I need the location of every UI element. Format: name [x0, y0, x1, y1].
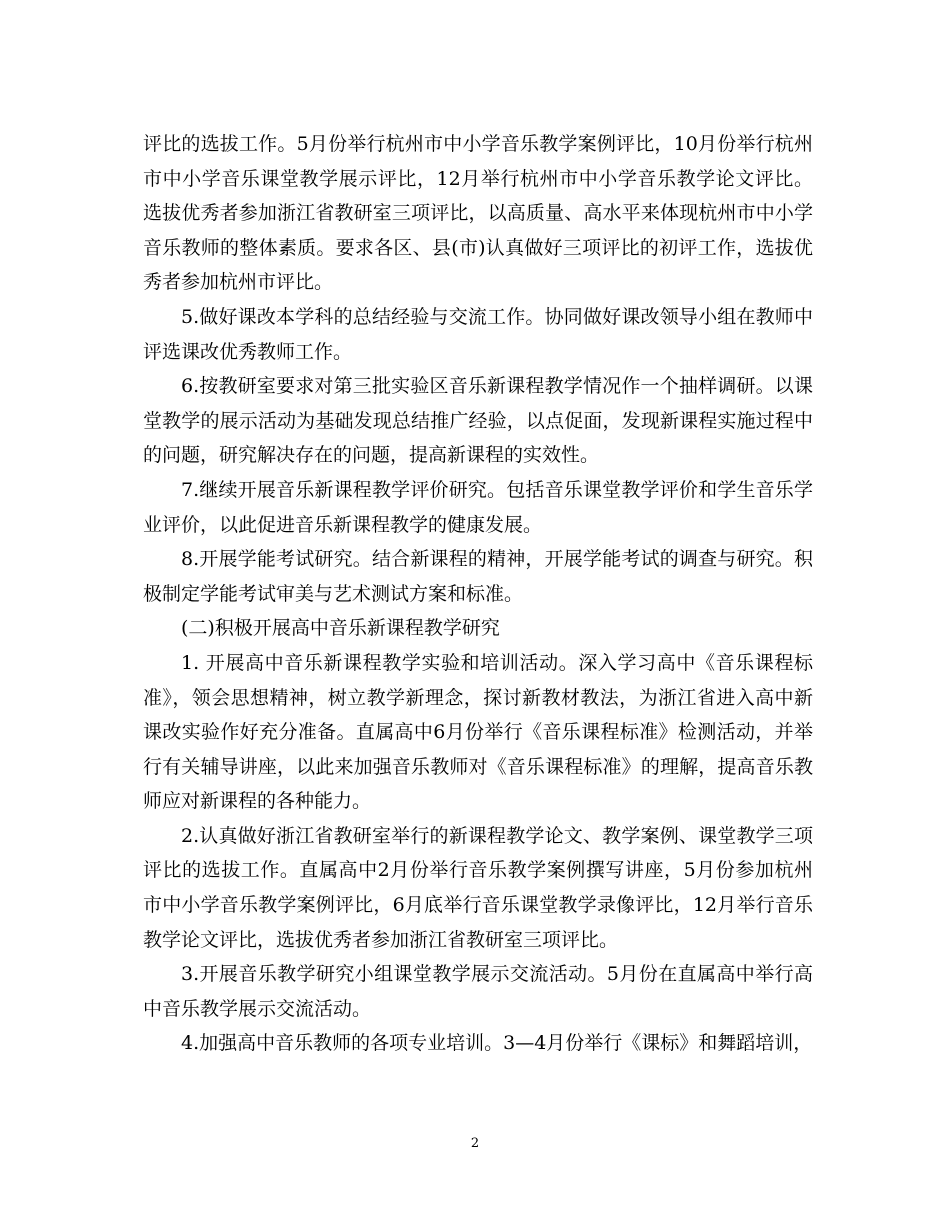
section-heading: (二)积极开展高中音乐新课程教学研究	[181, 617, 500, 640]
paragraph-7: 1. 开展高中音乐新课程教学实验和培训活动。深入学习高中《音乐课程标准》，领会思想精神，树立教学新理念，探讨新教材教法，为浙江省进入高中新课改实验作好充分准备。直属高中6月份举行《音乐课程标准》检测活动，并举行有关辅导讲座，以此来加强音乐教师对《音乐课程标准》的理解，提高音乐教师应对新课程的各种能力。	[143, 651, 813, 813]
paragraph-8: 2.认真做好浙江省教研室举行的新课程教学论文、教学案例、课堂教学三项评比的选拔工作。直属高中2月份举行音乐教学案例撰写讲座，5月份参加杭州市中小学音乐教学案例评比，6月底举行音乐课堂教学录像评比，12月举行音乐教学论文评比，选拔优秀者参加浙江省教研室三项评比。	[143, 824, 813, 951]
paragraph-9: 3.开展音乐教学研究小组课堂教学展示交流活动。5月份在直属高中举行高中音乐教学展示交流活动。	[143, 963, 813, 1020]
paragraph-5: 8.开展学能考试研究。结合新课程的精神，开展学能考试的调查与研究。积极制定学能考试审美与艺术测试方案和标准。	[143, 548, 813, 605]
document-body	[143, 127, 813, 1061]
paragraph-3: 6.按教研室要求对第三批实验区音乐新课程教学情况作一个抽样调研。以课堂教学的展示活动为基础发现总结推广经验，以点促面，发现新课程实施过程中的问题，研究解决存在的问题，提高新课程的实效性。	[143, 375, 813, 467]
paragraph-10: 4.加强高中音乐教师的各项专业培训。3—4月份举行《课标》和舞蹈培训，	[181, 1032, 813, 1055]
paragraph-1: 评比的选拔工作。5月份举行杭州市中小学音乐教学案例评比，10月份举行杭州市中小学音乐课堂教学展示评比，12月举行杭州市中小学音乐教学论文评比。选拔优秀者参加浙江省教研室三项评比，以高质量、高水平来体现杭州市中小学音乐教师的整体素质。要求各区、县(市)认真做好三项评比的初评工作，选拔优秀者参加杭州市评比。	[143, 133, 813, 294]
paragraph-2: 5.做好课改本学科的总结经验与交流工作。协同做好课改领导小组在教师中评选课改优秀教师工作。	[143, 305, 813, 363]
paragraph-4: 7.继续开展音乐新课程教学评价研究。包括音乐课堂教学评价和学生音乐学业评价，以此促进音乐新课程教学的健康发展。	[143, 478, 813, 536]
page-number: 2	[470, 1136, 480, 1151]
